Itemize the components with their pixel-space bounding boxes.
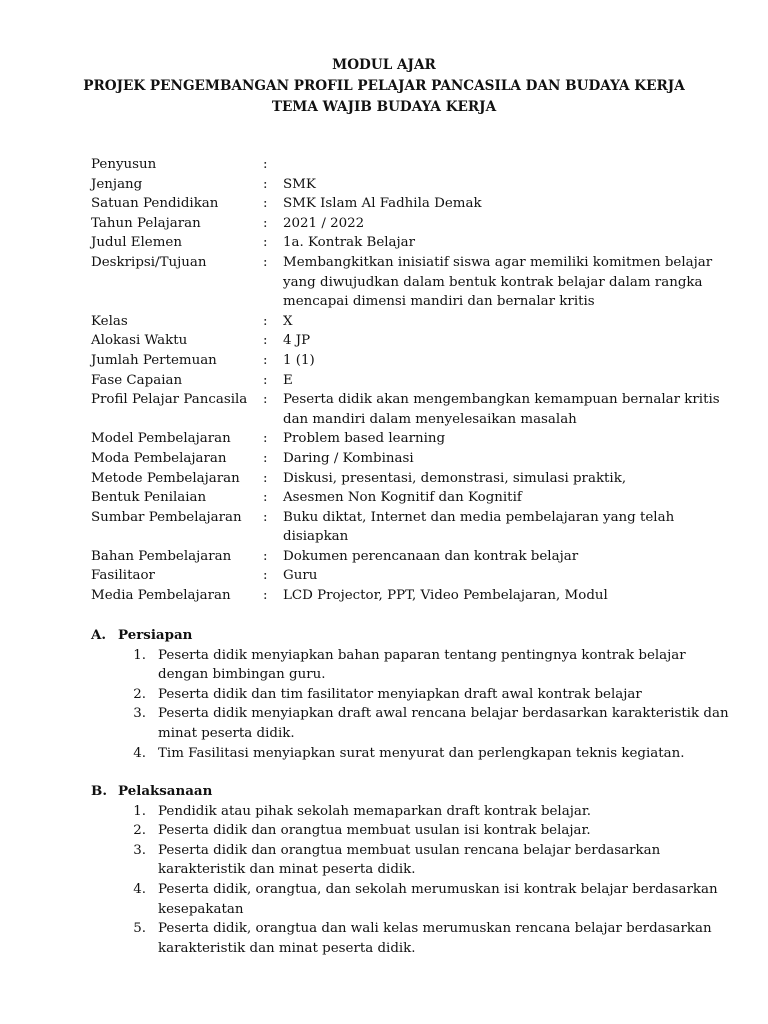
- info-colon: :: [263, 548, 268, 564]
- section-title: Persiapan: [118, 627, 193, 643]
- info-colon: :: [263, 490, 268, 506]
- info-label: Moda Pembelajaran: [91, 450, 227, 466]
- info-colon: :: [263, 313, 268, 329]
- section-heading: [91, 782, 731, 802]
- info-value: LCD Projector, PPT, Video Pembelajaran, Modul: [283, 588, 608, 604]
- info-colon: :: [263, 509, 268, 525]
- info-value: 2021 / 2022: [283, 215, 365, 231]
- section-title: Pelaksanaan: [118, 783, 213, 799]
- info-value: E: [283, 372, 293, 388]
- info-value: Daring / Kombinasi: [283, 450, 414, 466]
- info-label: Media Pembelajaran: [91, 588, 231, 604]
- info-label: Alokasi Waktu: [91, 333, 188, 349]
- list-item: [91, 919, 731, 958]
- info-row-fasilitaor: [91, 566, 721, 586]
- list-text: Pendidik atau pihak sekolah memaparkan draft kontrak belajar.: [158, 803, 592, 819]
- info-label: Bahan Pembelajaran: [91, 548, 232, 564]
- document-header: [0, 55, 768, 118]
- info-label: Penyusun: [91, 157, 157, 172]
- list-item: [91, 880, 731, 919]
- list-item: [91, 685, 731, 705]
- list-number: 4.: [133, 745, 146, 761]
- section-letter: A.: [91, 627, 107, 643]
- info-row-bahan-pembelajaran: [91, 547, 721, 567]
- info-value: Diskusi, presentasi, demonstrasi, simulasi praktik,: [283, 470, 627, 486]
- info-row-jenjang: [91, 175, 721, 195]
- info-row-tahun-pelajaran: [91, 214, 721, 234]
- info-value: X: [283, 313, 293, 329]
- info-colon: :: [263, 157, 268, 172]
- list-text: Peserta didik dan tim fasilitator menyiapkan draft awal kontrak belajar: [158, 686, 642, 702]
- title-modul-ajar: MODUL AJAR: [332, 57, 436, 73]
- info-label: Tahun Pelajaran: [91, 215, 201, 231]
- info-value: Membangkitkan inisiatif siswa agar memiliki komitmen belajar yang diwujudkan dalam bentuk kontrak belajar dalam rangka mencapai dimensi mandiri dan bernalar kritis: [283, 254, 713, 310]
- info-row-jumlah-pertemuan: [91, 351, 721, 371]
- list-number: 3.: [133, 706, 146, 722]
- info-row-model-pembelajaran: [91, 429, 721, 449]
- info-value: Problem based learning: [283, 431, 446, 447]
- info-label: Jenjang: [91, 176, 143, 192]
- info-colon: :: [263, 568, 268, 584]
- info-label: Fasilitaor: [91, 568, 155, 584]
- list-number: 4.: [133, 881, 146, 897]
- info-label: Model Pembelajaran: [91, 431, 231, 447]
- info-row-media-pembelajaran: [91, 586, 721, 606]
- title-tema: TEMA WAJIB BUDAYA KERJA: [271, 99, 497, 115]
- info-colon: :: [263, 235, 268, 251]
- list-item: [91, 744, 731, 764]
- info-value: 1 (1): [283, 352, 315, 368]
- info-value: Asesmen Non Kognitif dan Kognitif: [283, 490, 522, 506]
- list-number: 5.: [133, 921, 146, 937]
- list-item: [91, 646, 731, 685]
- list-text: Peserta didik menyiapkan draft awal rencana belajar berdasarkan karakteristik dan minat peserta didik.: [158, 706, 729, 741]
- list-text: Peserta didik dan orangtua membuat usulan rencana belajar berdasarkan karakteristik dan minat peserta didik.: [158, 842, 661, 878]
- info-table: [91, 155, 721, 606]
- list-number: 1.: [133, 803, 146, 819]
- info-row-kelas: [91, 312, 721, 332]
- info-label: Jumlah Pertemuan: [91, 352, 217, 368]
- info-colon: :: [263, 254, 268, 270]
- info-colon: :: [263, 431, 268, 447]
- list-number: 1.: [133, 647, 146, 663]
- list-item: [91, 704, 731, 743]
- info-row-profil-pelajar: [91, 390, 721, 429]
- section-letter: B.: [91, 783, 107, 799]
- info-row-metode-pembelajaran: [91, 469, 721, 489]
- info-colon: :: [263, 176, 268, 192]
- list-item: [91, 802, 731, 822]
- info-row-deskripsi-tujuan: [91, 253, 721, 312]
- list-item: [91, 841, 731, 880]
- info-label: Bentuk Penilaian: [91, 490, 207, 506]
- info-colon: :: [263, 392, 268, 408]
- info-row-alokasi-waktu: [91, 331, 721, 351]
- list-text: Peserta didik dan orangtua membuat usulan isi kontrak belajar.: [158, 823, 591, 839]
- info-label: Deskripsi/Tujuan: [91, 254, 207, 270]
- title-projek: PROJEK PENGEMBANGAN PROFIL PELAJAR PANCASILA DAN BUDAYA KERJA: [83, 78, 685, 94]
- info-colon: :: [263, 333, 268, 349]
- info-row-judul-elemen: [91, 233, 721, 253]
- info-label: Sumbar Pembelajaran: [91, 509, 242, 525]
- info-row-sumbar-pembelajaran: [91, 508, 721, 547]
- info-row-moda-pembelajaran: [91, 449, 721, 469]
- list-text: Peserta didik menyiapkan bahan paparan tentang pentingnya kontrak belajar dengan bimbingan guru.: [158, 647, 686, 683]
- info-colon: :: [263, 372, 268, 388]
- list-number: 2.: [133, 823, 146, 839]
- info-value: Guru: [283, 568, 318, 584]
- section-heading: [91, 626, 731, 646]
- info-value: Dokumen perencanaan dan kontrak belajar: [283, 548, 579, 564]
- info-colon: :: [263, 196, 268, 212]
- info-value: SMK: [283, 176, 316, 192]
- info-value: 1a. Kontrak Belajar: [283, 235, 416, 251]
- info-label: Metode Pembelajaran: [91, 470, 240, 486]
- info-colon: :: [263, 588, 268, 604]
- info-label: Kelas: [91, 313, 128, 329]
- info-colon: :: [263, 450, 268, 466]
- info-value: SMK Islam Al Fadhila Demak: [283, 196, 482, 212]
- info-label: Profil Pelajar Pancasila: [91, 392, 248, 408]
- list-text: Tim Fasilitasi menyiapkan surat menyurat dan perlengkapan teknis kegiatan.: [158, 745, 685, 761]
- info-value: 4 JP: [283, 333, 311, 349]
- info-label: Fase Capaian: [91, 372, 183, 388]
- list-text: Peserta didik, orangtua dan wali kelas merumuskan rencana belajar berdasarkan karakteristik dan minat peserta didik.: [158, 921, 712, 956]
- info-colon: :: [263, 352, 268, 368]
- info-value: Peserta didik akan mengembangkan kemampuan bernalar kritis dan mandiri dalam menyelesaikan masalah: [283, 392, 720, 427]
- section-list: [91, 646, 731, 764]
- info-row-satuan-pendidikan: [91, 194, 721, 214]
- section-pelaksanaan: [91, 782, 731, 958]
- info-row-bentuk-penilaian: [91, 488, 721, 508]
- info-colon: :: [263, 215, 268, 231]
- info-row-fase-capaian: [91, 371, 721, 391]
- section-list: [91, 802, 731, 959]
- info-label: Judul Elemen: [91, 235, 182, 251]
- section-persiapan: [91, 626, 731, 763]
- info-colon: :: [263, 470, 268, 486]
- info-row-penyusun: [91, 155, 721, 175]
- list-number: 3.: [133, 842, 146, 858]
- list-item: [91, 821, 731, 841]
- info-value: Buku diktat, Internet dan media pembelajaran yang telah disiapkan: [283, 509, 675, 545]
- list-number: 2.: [133, 686, 146, 702]
- info-value: [283, 155, 721, 175]
- list-text: Peserta didik, orangtua, dan sekolah merumuskan isi kontrak belajar berdasarkan kesepakatan: [158, 881, 718, 917]
- info-label: Satuan Pendidikan: [91, 196, 219, 212]
